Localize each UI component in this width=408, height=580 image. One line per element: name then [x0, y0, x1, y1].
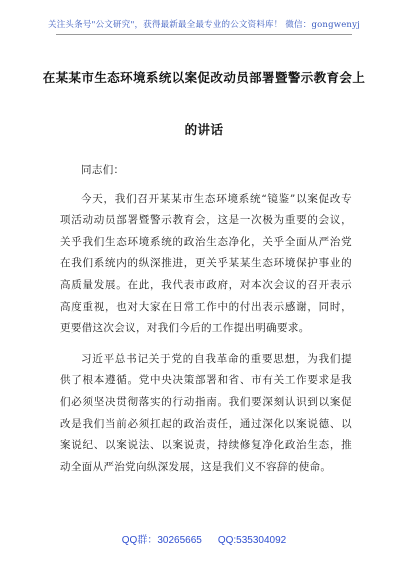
speech-body [60, 160, 352, 487]
header-divider [56, 34, 352, 35]
paragraph-2: 习近平总书记关于党的自我革命的重要思想，为我们提供了根本遵循。党中央决策部署和省、市有关工作要求是我们必须坚决贯彻落实的行动指南。我们要深刻认识到以案促改是我们当前必须扛起的政治责任，通过深化以案说德、以案说纪、以案说法、以案说责，持续修复净化政治生态，推动全面从严治党向纵深发展，这是我们义不容辞的使命。 [60, 352, 352, 473]
footer-qq-group: QQ群：30265665 [121, 535, 202, 546]
paragraph-1: 今天，我们召开某某市生态环境系统“镜鉴”以案促改专项活动动员部署暨警示教育会，这是一次极为重要的会议，关乎我们生态环境系统的政治生态净化，关乎全面从严治党在我们系统内的纵深推进，更关乎某某生态环境保护事业的高质量发展。在此，我代表市政府，对本次会议的召开表示高度重视，也对大家在日常工作中的付出表示感谢，同时，更要借这次会议，对我们今后的工作提出明确要求。 [60, 192, 352, 335]
document-title-continued: 的讲话 [184, 122, 224, 137]
header-banner: 关注头条号"公文研究"，获得最新最全最专业的公文资料库！ 微信：gongwenyj [48, 20, 360, 30]
document-title: 在某某市生态环境系统以案促改动员部署暨警示教育会上 [42, 70, 366, 85]
footer-qq: QQ:535304092 [217, 535, 287, 546]
salutation: 同志们： [81, 164, 125, 176]
footer-contact [30, 531, 378, 546]
